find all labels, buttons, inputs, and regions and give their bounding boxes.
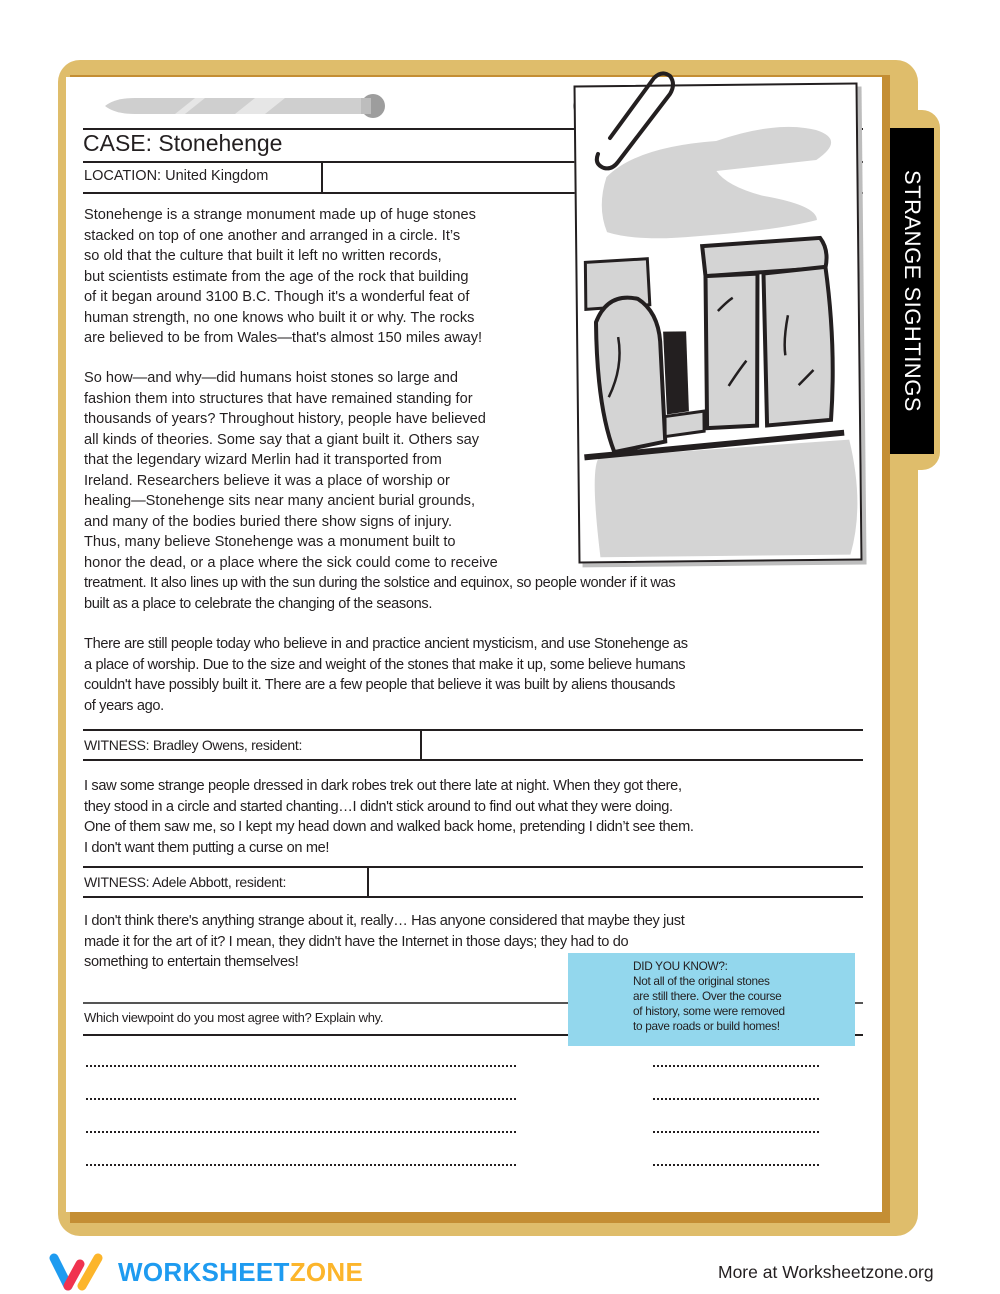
text-line: I don't think there's anything strange about it, really… Has anyone considered that maybe they just — [84, 913, 685, 929]
answer-line[interactable] — [86, 1098, 516, 1100]
text-line: thousands of years? Throughout history, people have believed — [84, 411, 486, 427]
worksheetzone-logo[interactable] — [46, 1252, 363, 1292]
text-line: are believed to be from Wales—that's almost 150 miles away! — [84, 330, 483, 346]
divider — [420, 729, 422, 760]
article-paragraph-1 — [84, 205, 482, 349]
answer-line[interactable] — [653, 1131, 819, 1133]
callout-title: DID YOU KNOW?: — [633, 959, 728, 973]
did-you-know-callout — [568, 953, 855, 1046]
text-line: Ireland. Researchers believe it was a place of worship or — [84, 472, 450, 489]
text-line: healing—Stonehenge sits near many ancient burial grounds, — [84, 493, 476, 509]
text-line: that the legendary wizard Merlin had it transported from — [84, 452, 442, 468]
answer-line[interactable] — [653, 1065, 819, 1067]
text-line: I don't want them putting a curse on me! — [84, 839, 330, 856]
text-line: all kinds of theories. Some say that a giant built it. Others say — [84, 431, 480, 448]
text-line: fashion them into structures that have remained standing for — [84, 390, 473, 407]
text-line: of it began around 3100 B.C. Though it's a wonderful feat of — [84, 289, 470, 305]
divider — [83, 759, 863, 761]
witness-2-label: WITNESS: Adele Abbott, resident: — [84, 874, 287, 890]
divider — [83, 729, 863, 731]
text-line: are still there. Over the course — [633, 989, 782, 1003]
text-line: Stonehenge is a strange monument made up of huge stones — [84, 207, 476, 223]
divider — [83, 896, 863, 898]
brand-name-part-2: ZONE — [289, 1256, 364, 1287]
text-line: Thus, many believe Stonehenge was a monument built to — [84, 534, 456, 550]
answer-line[interactable] — [86, 1131, 516, 1133]
text-line: So how—and why—did humans hoist stones so large and — [84, 370, 458, 386]
location-label: LOCATION: United Kingdom — [84, 168, 269, 184]
text-line: There are still people today who believe in and practice ancient mysticism, and use Stonehenge as — [84, 636, 688, 652]
text-line: treatment. It also lines up with the sun during the solstice and equinox, so people wonder if it was — [84, 575, 676, 591]
paperclip-icon — [592, 64, 682, 174]
text-line: so old that the culture that built it left no written records, — [84, 248, 442, 264]
question-prompt: Which viewpoint do you most agree with? Explain why. — [84, 1010, 384, 1025]
text-line: honor the dead, or a place where the sick could come to receive — [84, 554, 498, 571]
category-tab — [890, 128, 934, 454]
divider — [321, 161, 323, 193]
divider — [83, 866, 863, 868]
text-line: a place of worship. Due to the size and weight of the stones that make it up, some believe humans — [84, 656, 686, 673]
text-line: stacked on top of one another and arranged in a circle. It’s — [84, 227, 461, 244]
divider — [367, 866, 369, 897]
text-line: Not all of the original stones — [633, 974, 770, 988]
answer-line[interactable] — [86, 1164, 516, 1166]
answer-line[interactable] — [653, 1098, 819, 1100]
text-line: of history, some were removed — [633, 1004, 785, 1018]
text-line: built as a place to celebrate the changing of the seasons. — [84, 595, 433, 612]
text-line: of years ago. — [84, 697, 164, 714]
answer-line[interactable] — [653, 1164, 819, 1166]
text-line: One of them saw me, so I kept my head down and walked back home, pretending I didn’t see them. — [84, 819, 694, 835]
text-line: to pave roads or build homes! — [633, 1019, 780, 1033]
article-paragraph-3 — [84, 634, 688, 716]
article-paragraph-2 — [84, 368, 675, 614]
brand-name — [118, 1257, 363, 1288]
pencil-icon — [105, 92, 590, 120]
text-line: they stood in a circle and started chanting…I didn't stick around to find out what they were doing. — [84, 798, 673, 815]
witness-1-label: WITNESS: Bradley Owens, resident: — [84, 737, 303, 753]
text-line: made it for the art of it? I mean, they didn't have the Internet in those days; they had to do — [84, 933, 629, 950]
more-at-link[interactable]: More at Worksheetzone.org — [718, 1262, 934, 1282]
text-line: couldn't have possibly built it. There are a few people that believe it was built by aliens thousands — [84, 677, 676, 693]
text-line: something to entertain themselves! — [84, 954, 299, 970]
text-line: and many of the bodies buried there show signs of injury. — [84, 513, 453, 530]
logo-w-icon — [46, 1252, 106, 1292]
answer-line[interactable] — [86, 1065, 516, 1067]
text-line: human strength, no one knows who built it or why. The rocks — [84, 309, 475, 326]
witness-1-statement — [84, 776, 694, 858]
case-title: CASE: Stonehenge — [83, 130, 283, 156]
brand-name-part-1: WORKSHEET — [118, 1256, 290, 1287]
text-line: but scientists estimate from the age of the rock that building — [84, 268, 469, 285]
category-tab-label: STRANGE SIGHTINGS — [900, 170, 926, 412]
text-line: I saw some strange people dressed in dark robes trek out there late at night. When they got there, — [84, 778, 682, 794]
